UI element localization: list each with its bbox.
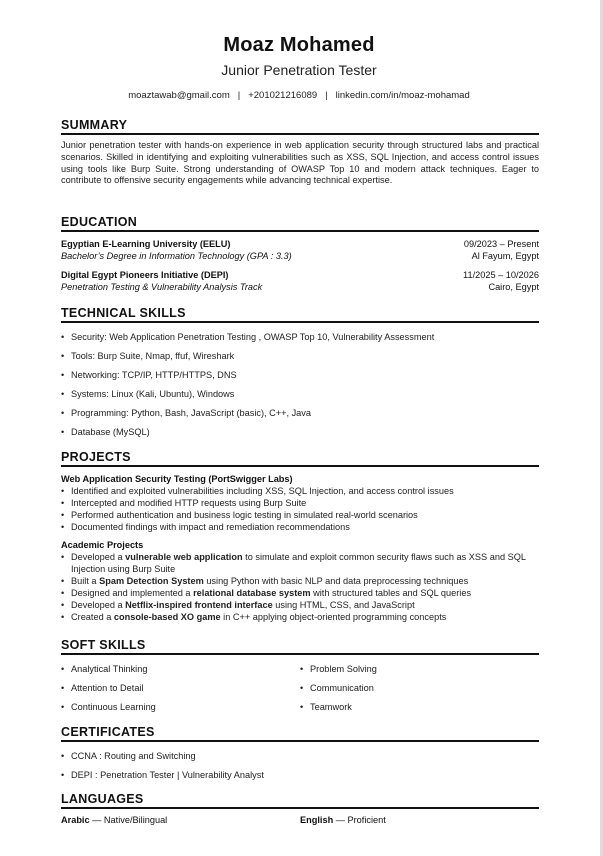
contact-line (0, 90, 598, 101)
soft-skills-columns (61, 660, 539, 717)
soft-skills-left (61, 660, 300, 717)
language-item: Arabic — Native/Bilingual (61, 815, 168, 825)
list-item: • Built a Spam Detection System using Python with basic NLP and data preprocessing techniques (61, 575, 539, 587)
list-item: • Networking: TCP/IP, HTTP/HTTPS, DNS (61, 366, 539, 385)
language-item: English — Proficient (300, 815, 386, 825)
list-item: • Problem Solving (300, 660, 539, 679)
list-item: • Documented findings with impact and remediation recommendations (61, 521, 539, 533)
project-bullets (61, 551, 539, 623)
separator: | (325, 90, 328, 101)
list-item: • Systems: Linux (Kali, Ubuntu), Windows (61, 385, 539, 404)
section-title: SUMMARY (61, 118, 539, 135)
summary-text: Junior penetration tester with hands-on experience in web application security through structured labs and practical scenarios. Skilled in identifying and exploiting vulnerabilities such as XSS, SQL Injection, and access control issues using tools like Burp Suite. Strong understanding of OWASP Top 10 and modern attack techniques. Eager to contribute to offensive security engagements while advancing technical expertise. (61, 140, 539, 186)
list-item: • Communication (300, 679, 539, 698)
separator: | (237, 90, 241, 101)
project-title: Web Application Security Testing (PortSwigger Labs) (61, 474, 293, 484)
linkedin-link[interactable]: linkedin.com/in/moaz-mohamad (335, 90, 470, 101)
education-dates: 11/2025 – 10/2026 (463, 270, 539, 280)
list-item: • Performed authentication and business logic testing in simulated real-world scenarios (61, 509, 539, 521)
education-section (61, 215, 539, 293)
list-item: • Developed a Netflix-inspired frontend interface using HTML, CSS, and JavaScript (61, 599, 539, 611)
list-item: • Continuous Learning (61, 698, 300, 717)
education-dates: 09/2023 – Present (463, 239, 539, 249)
list-item: • Attention to Detail (61, 679, 300, 698)
list-item: • Identified and exploited vulnerabilities including XSS, SQL Injection, and access control issues (61, 485, 539, 497)
list-item: • Tools: Burp Suite, Nmap, ffuf, Wireshark (61, 347, 539, 366)
list-item: • Designed and implemented a relational database system with structured tables and SQL queries (61, 587, 539, 599)
skills-list (61, 328, 539, 442)
list-item: • DEPI : Penetration Tester | Vulnerability Analyst (61, 766, 539, 785)
candidate-name: Moaz Mohamed (223, 34, 375, 56)
education-entry (61, 269, 539, 293)
degree: Bachelor’s Degree in Information Technology (GPA : 3.3) (61, 251, 292, 261)
list-item: • Database (MySQL) (61, 423, 539, 442)
list-item: • CCNA : Routing and Switching (61, 747, 539, 766)
soft-skills-section (61, 638, 539, 717)
list-item: • Analytical Thinking (61, 660, 300, 679)
certificates-section (61, 725, 539, 785)
project-title: Academic Projects (61, 540, 144, 550)
section-title: SOFT SKILLS (61, 638, 539, 655)
project-bullets (61, 485, 539, 533)
section-title: PROJECTS (61, 450, 539, 467)
soft-skills-right (300, 660, 539, 717)
list-item: • Created a console-based XO game in C++ applying object-oriented programming concepts (61, 611, 539, 623)
school-name: Digital Egypt Pioneers Initiative (DEPI) (61, 270, 229, 280)
email-link[interactable]: moaztawab@gmail.com (128, 90, 230, 101)
section-title: CERTIFICATES (61, 725, 539, 742)
list-item: • Developed a vulnerable web application to simulate and exploit common security flaws such as XSS and SQL Injection using Burp Suite (61, 551, 539, 575)
education-location: Cairo, Egypt (488, 282, 539, 292)
school-name: Egyptian E-Learning University (EELU) (61, 239, 231, 249)
list-item: • Teamwork (300, 698, 539, 717)
projects-section (61, 450, 539, 623)
section-title: LANGUAGES (61, 792, 539, 809)
certificates-list (61, 747, 539, 785)
list-item: • Intercepted and modified HTTP requests using Burp Suite (61, 497, 539, 509)
summary-section (61, 118, 539, 187)
candidate-role: Junior Penetration Tester (221, 62, 377, 78)
technical-skills-section (61, 306, 539, 442)
list-item: • Programming: Python, Bash, JavaScript (basic), C++, Java (61, 404, 539, 423)
languages-row (61, 814, 539, 826)
education-location: Al Fayum, Egypt (471, 251, 539, 261)
section-title: TECHNICAL SKILLS (61, 306, 539, 323)
degree: Penetration Testing & Vulnerability Analysis Track (61, 282, 263, 292)
section-title: EDUCATION (61, 215, 539, 232)
languages-section (61, 792, 539, 826)
education-entry (61, 238, 539, 262)
list-item: • Security: Web Application Penetration Testing , OWASP Top 10, Vulnerability Assessment (61, 328, 539, 347)
phone-number: +201021216089 (248, 90, 318, 101)
